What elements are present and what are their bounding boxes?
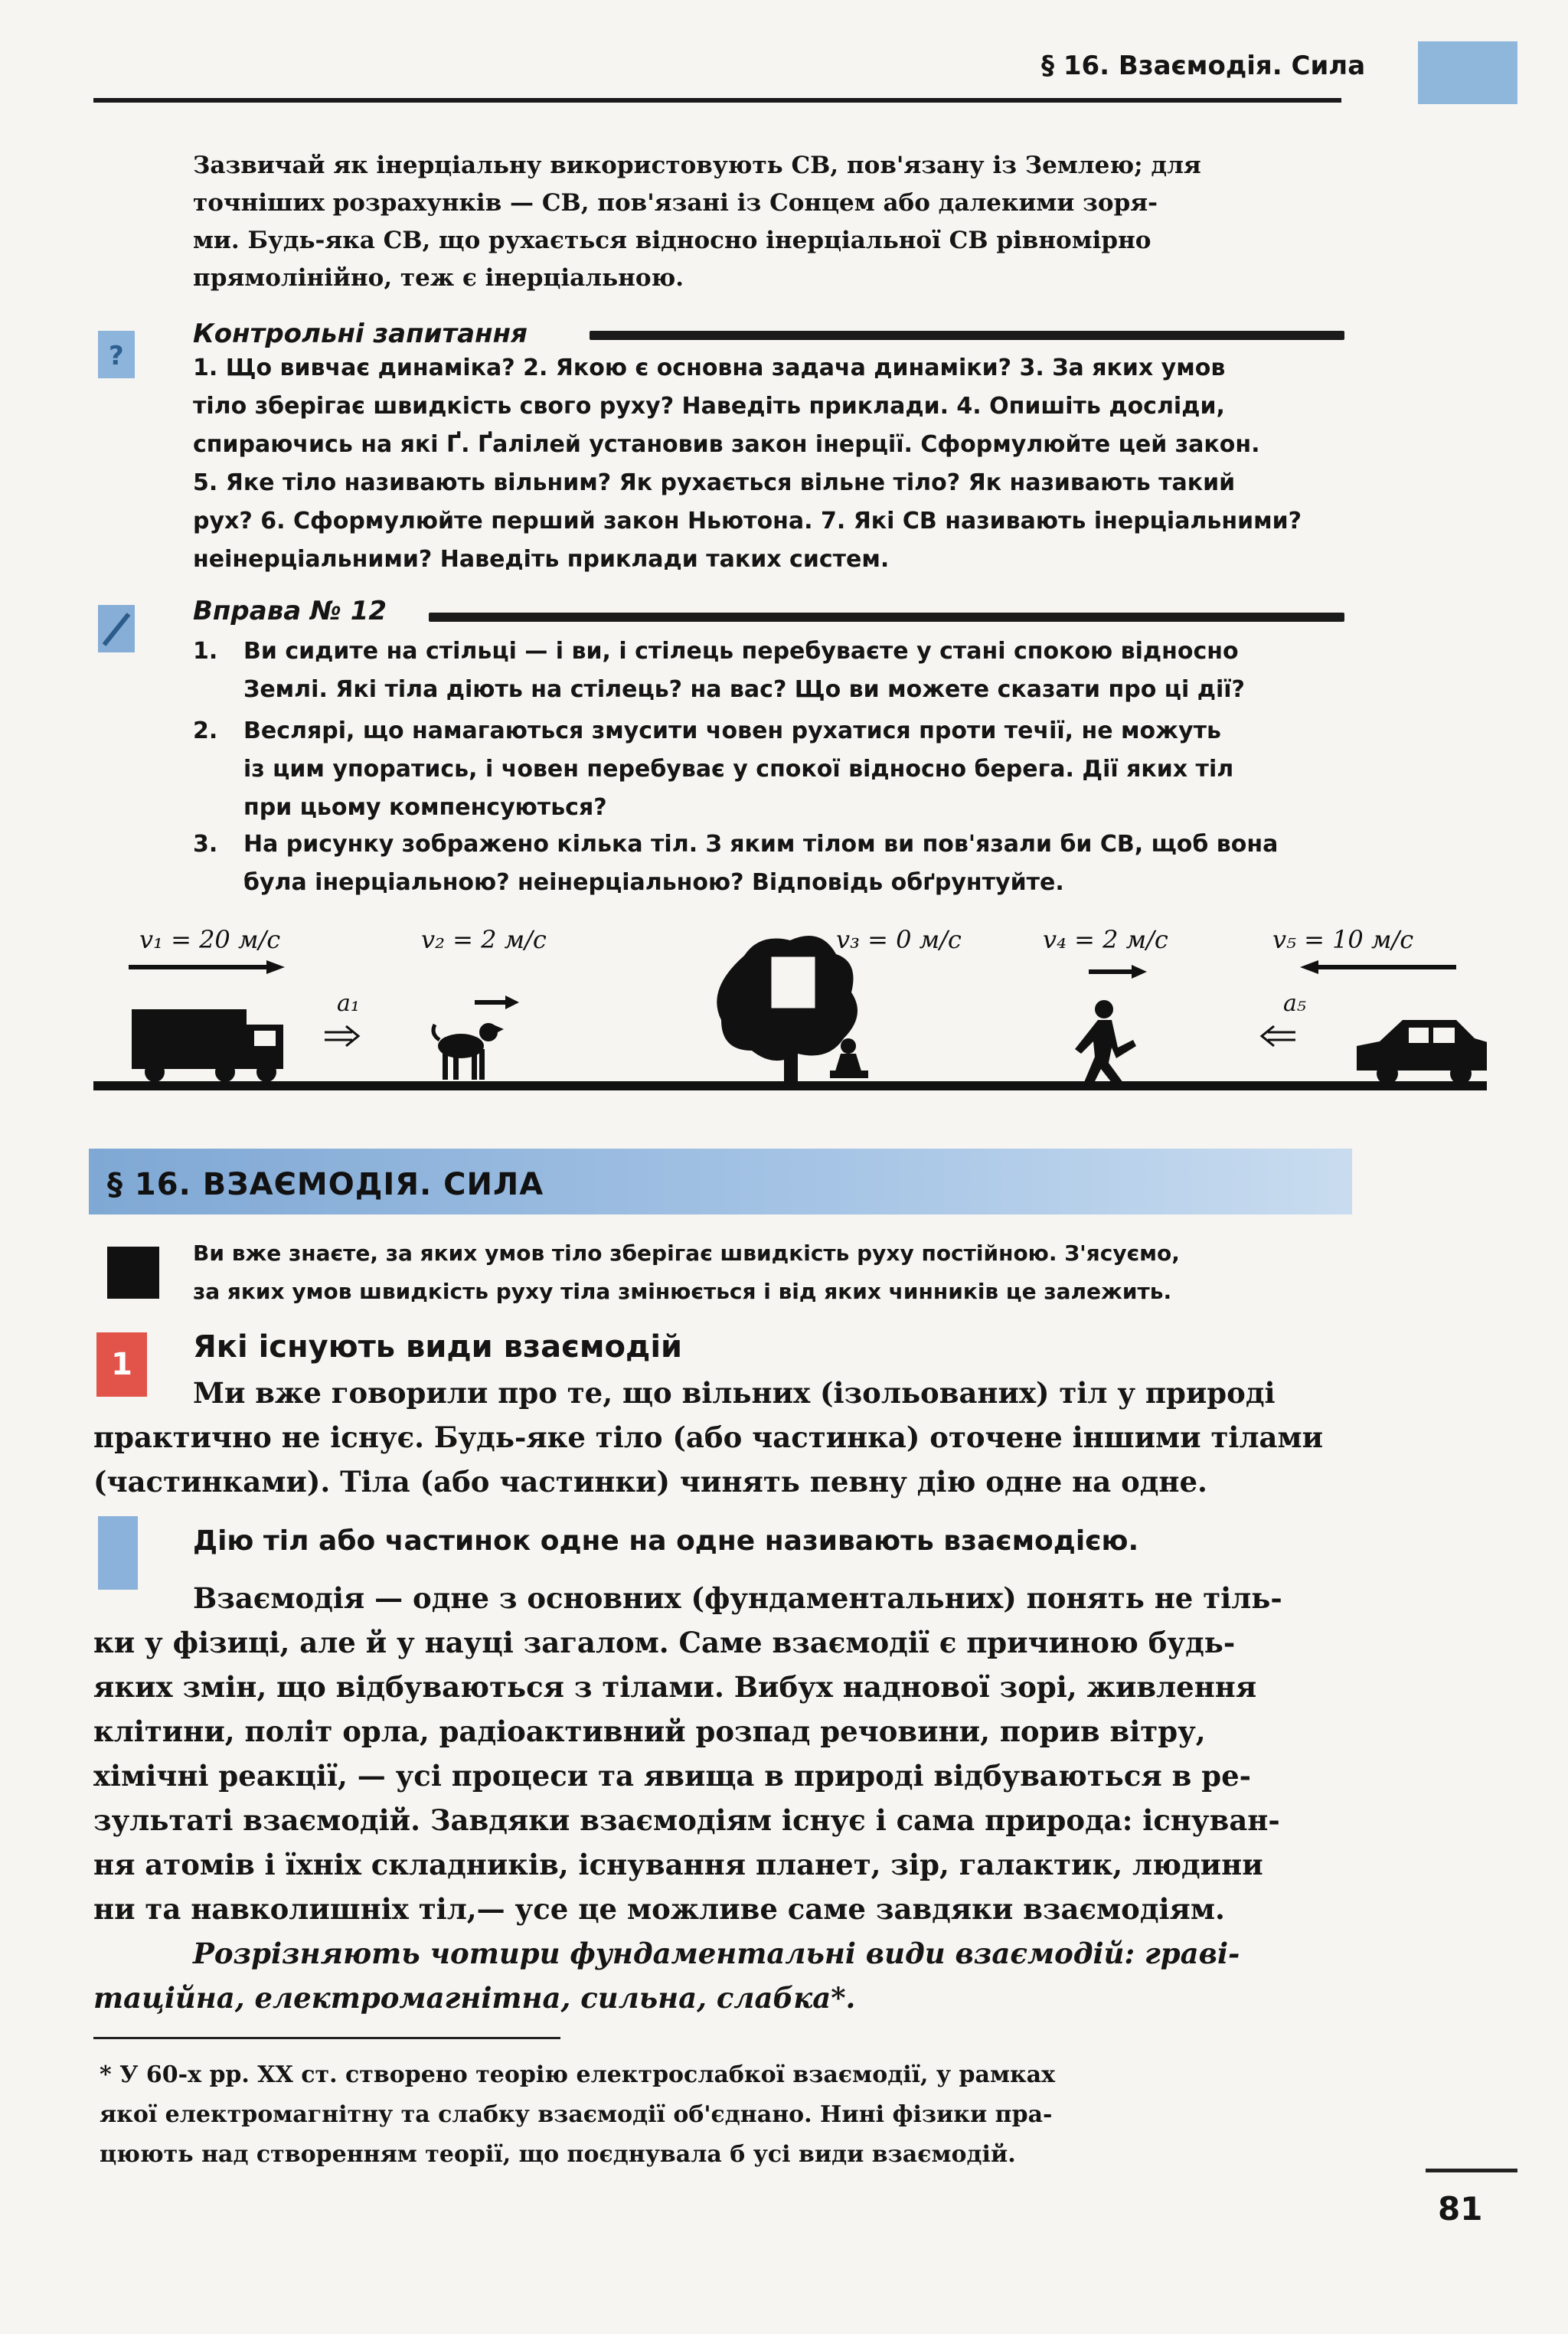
item-number: 3.	[193, 831, 218, 858]
paragraph-2	[93, 1576, 1341, 1931]
a1-label: a₁	[337, 990, 360, 1017]
dog-icon	[433, 1023, 504, 1080]
footnote	[100, 2055, 1055, 2175]
text-line: ки у фізиці, але й у науці загалом. Саме взаємодії є причиною будь-	[93, 1626, 1236, 1659]
truck-icon	[132, 1009, 283, 1082]
intro-marker	[107, 1247, 159, 1299]
definition-term: взаємодією.	[943, 1525, 1139, 1557]
exercise-item-3	[193, 825, 1278, 902]
item-number: 1.	[193, 638, 218, 665]
running-header: § 16. Взаємодія. Сила	[1041, 51, 1366, 81]
text-line: ня атомів і їхніх складників, існування планет, зір, галактик, людини	[93, 1848, 1263, 1881]
text-line: практично не існує. Будь-яке тіло (або частинка) оточене іншими тілами	[93, 1420, 1324, 1454]
text-line: (частинками). Тіла (або частинки) чинять певну дію одне на одне.	[93, 1465, 1207, 1499]
footnote-line: якої електромагнітну та слабку взаємодії об'єднано. Нині фізики пра-	[100, 2101, 1053, 2128]
section-intro	[193, 1234, 1180, 1311]
walking-person-icon	[1075, 1000, 1136, 1090]
question-line: тіло зберігає швидкість свого руху? Наведіть приклади. 4. Опишіть досліди,	[193, 393, 1225, 420]
exercise-line: була інерціальною? неінерціальною? Відповідь обґрунтуйте.	[243, 869, 1064, 896]
text-line: яких змін, що відбуваються з тілами. Вибух наднової зорі, живлення	[93, 1670, 1257, 1704]
item-number: 2.	[193, 718, 218, 744]
exercise-line: Веслярі, що намагаються змусити човен рухатися проти течії, не можуть	[243, 718, 1221, 744]
text-line: хімічні реакції, — усі процеси та явища в природі відбуваються в ре-	[93, 1759, 1251, 1793]
exercise-line: Ви сидите на стільці — і ви, і стілець перебуваєте у стані спокою відносно	[243, 638, 1239, 665]
section-rule	[590, 331, 1344, 340]
question-line: неінерціальними? Наведіть приклади таких систем.	[193, 546, 890, 573]
v5-arrow	[1300, 960, 1456, 974]
exercise-item-1	[193, 633, 1245, 709]
v2-arrow	[475, 995, 519, 1009]
question-mark-icon	[98, 331, 135, 378]
v1-label: v₁ = 20 м/с	[139, 925, 281, 954]
svg-text:?: ?	[109, 341, 124, 371]
ground-line	[93, 1081, 1487, 1090]
definition	[193, 1525, 1138, 1557]
car-icon	[1357, 1020, 1487, 1084]
intro-line: Ви вже знаєте, за яких умов тіло зберігає швидкість руху постійною. З'ясуємо,	[193, 1241, 1180, 1266]
question-line: спираючись на які Ґ. Ґалілей установив закон інерції. Сформулюйте цей закон.	[193, 431, 1260, 458]
question-line: 5. Яке тіло називають вільним? Як рухається вільне тіло? Як називають такий	[193, 469, 1236, 496]
text-line: Ми вже говорили про те, що вільних (ізольованих) тіл у природі	[193, 1376, 1276, 1410]
text-line: Взаємодія — одне з основних (фундаментальних) понять не тіль-	[193, 1581, 1282, 1615]
text-line: прямолінійно, теж є інерціальною.	[193, 264, 684, 292]
text-line: Розрізняють чотири фундаментальні види взаємодій: граві-	[193, 1937, 1240, 1970]
footnote-line: цюють над створенням теорії, що поєднувала б усі види взаємодій.	[100, 2141, 1016, 2168]
page-number-rule	[1426, 2169, 1517, 2172]
chapter-tab	[1418, 41, 1517, 104]
intro-paragraph	[193, 147, 1341, 297]
a1-arrow	[325, 1026, 358, 1046]
text-line: ни та навколишніх тіл,— усе це можливе саме завдяки взаємодіям.	[93, 1892, 1225, 1926]
paragraph-3	[93, 1931, 1341, 2020]
v4-label: v₄ = 2 м/с	[1043, 925, 1168, 954]
definition-prefix: Дію тіл або частинок одне на одне називають	[193, 1525, 944, 1557]
exercise-line: при цьому компенсуються?	[243, 794, 607, 821]
subsection-number-badge: 1	[96, 1332, 147, 1397]
motion-figure	[93, 917, 1487, 1101]
question-line: 1. Що вивчає динаміка? 2. Якою є основна задача динаміки? 3. За яких умов	[193, 355, 1226, 381]
v4-arrow	[1089, 965, 1147, 979]
text-line: точніших розрахунків — СВ, пов'язані із Сонцем або далекими зоря-	[193, 189, 1158, 217]
v3-label: v₃ = 0 м/с	[836, 925, 962, 954]
exercise-line: Землі. Які тіла діють на стілець? на вас? Що ви можете сказати про ці дії?	[243, 676, 1245, 703]
text-line: ми. Будь-яка СВ, що рухається відносно інерціальної СВ рівномірно	[193, 227, 1152, 254]
tree-icon	[717, 936, 858, 1084]
question-line: рух? 6. Сформулюйте перший закон Ньютона. 7. Які СВ називають інерціальними?	[193, 508, 1302, 534]
exercise-line: із цим упоратись, і човен перебуває у спокої відносно берега. Дії яких тіл	[243, 756, 1234, 783]
pencil-icon	[98, 605, 135, 652]
a5-arrow	[1262, 1026, 1295, 1046]
a5-label: a₅	[1283, 990, 1306, 1017]
text-line: зультаті взаємодій. Завдяки взаємодіям існує і сама природа: існуван-	[93, 1803, 1280, 1837]
section-rule	[429, 613, 1344, 622]
control-questions-list	[193, 349, 1302, 579]
exercise-line: На рисунку зображено кілька тіл. З яким тілом ви пов'язали би СВ, щоб вона	[243, 831, 1279, 858]
text-line: клітини, політ орла, радіоактивний розпад речовини, порив вітру,	[93, 1715, 1206, 1748]
v1-arrow	[129, 960, 285, 974]
exercise-title: Вправа № 12	[193, 596, 387, 626]
text-line: Зазвичай як інерціальну використовують СВ, пов'язану із Землею; для	[193, 152, 1201, 179]
footnote-rule	[93, 2037, 560, 2039]
text-line: таційна, електромагнітна, сильна, слабка*.	[93, 1981, 856, 2015]
page-number: 81	[1438, 2190, 1483, 2228]
paragraph-1	[93, 1371, 1341, 1504]
exercise-item-2	[193, 712, 1233, 827]
control-questions-title: Контрольні запитання	[193, 319, 528, 349]
subsection-title: Які існують види взаємодій	[193, 1329, 683, 1365]
section-title: § 16. ВЗАЄМОДІЯ. СИЛА	[107, 1167, 544, 1202]
footnote-line: * У 60-х рр. XX ст. створено теорію електрослабкої взаємодії, у рамках	[100, 2061, 1055, 2088]
v5-label: v₅ = 10 м/с	[1272, 925, 1414, 954]
intro-line: за яких умов швидкість руху тіла змінюється і від яких чинників це залежить.	[193, 1279, 1172, 1304]
v2-label: v₂ = 2 м/с	[421, 925, 547, 954]
header-rule	[93, 98, 1341, 103]
